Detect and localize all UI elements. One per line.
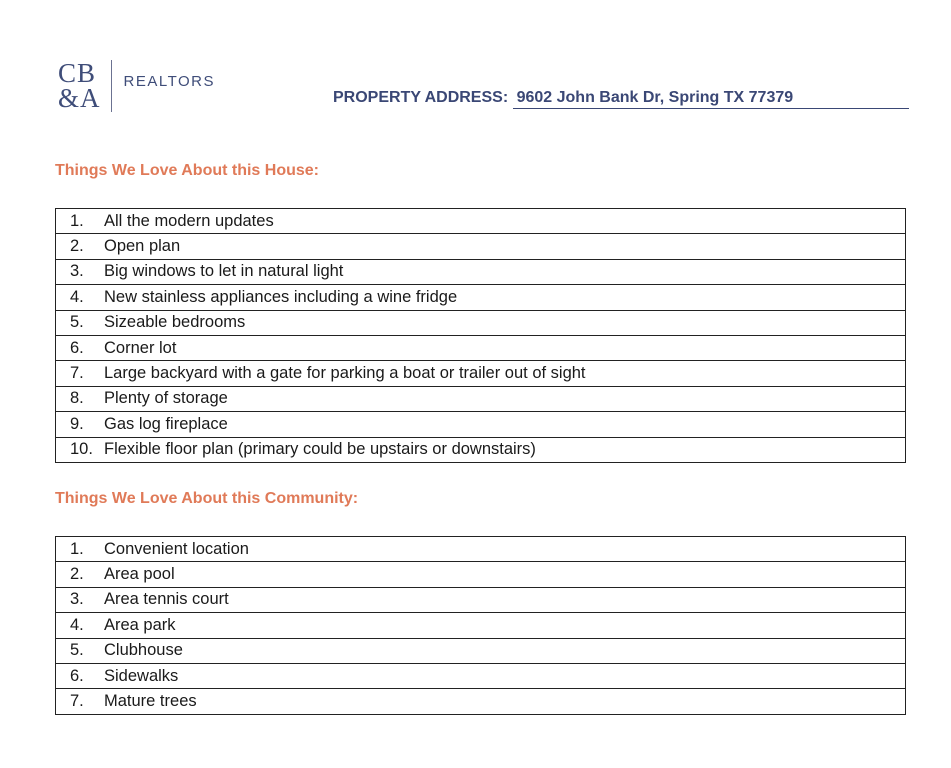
item-text: Gas log fireplace [104,414,228,433]
item-number: 8. [70,389,84,408]
item-text: Convenient location [104,539,249,558]
item-text: Corner lot [104,338,177,357]
item-number: 1. [70,211,84,230]
item-number: 2. [70,565,84,584]
property-address-label: PROPERTY ADDRESS: [333,89,509,106]
house-section-heading: Things We Love About this House: [55,162,319,179]
item-number: 4. [70,287,84,306]
list-item [56,386,906,411]
item-number: 10. [70,440,93,459]
item-text: Sidewalks [104,666,179,685]
item-text: Flexible floor plan (primary could be upstairs or downstairs) [104,440,536,459]
list-item [56,537,906,562]
property-address [333,88,909,109]
item-number: 6. [70,666,84,685]
item-text: Open plan [104,237,181,256]
item-number: 4. [70,615,84,634]
item-number: 9. [70,414,84,433]
logo-mark-line2: &A [58,83,101,113]
community-section-heading: Things We Love About this Community: [55,490,359,507]
item-text: Area park [104,615,176,634]
property-address-value: 9602 John Bank Dr, Spring TX 77379 [513,88,909,109]
house-list [55,208,906,463]
item-text: New stainless appliances including a wine fridge [104,287,458,306]
list-item [56,638,906,663]
item-number: 1. [70,539,84,558]
list-item [56,310,906,335]
list-item [56,209,906,234]
list-item [56,412,906,437]
list-item [56,234,906,259]
logo-divider [111,60,112,112]
item-number: 3. [70,262,84,281]
logo-mark-line1: CB [58,58,97,88]
item-text: Clubhouse [104,641,183,660]
item-text: All the modern updates [104,211,274,230]
item-number: 3. [70,590,84,609]
item-text: Area tennis court [104,590,229,609]
list-item [56,335,906,360]
company-logo [58,60,215,112]
item-number: 2. [70,237,84,256]
list-item [56,562,906,587]
item-text: Area pool [104,565,175,584]
item-text: Mature trees [104,692,197,711]
list-item [56,361,906,386]
logo-text: REALTORS [123,72,215,90]
item-number: 7. [70,364,84,383]
list-item [56,613,906,638]
item-number: 6. [70,338,84,357]
item-text: Plenty of storage [104,389,228,408]
item-number: 7. [70,692,84,711]
item-text: Sizeable bedrooms [104,313,246,332]
item-number: 5. [70,641,84,660]
item-text: Large backyard with a gate for parking a boat or trailer out of sight [104,364,586,383]
item-text: Big windows to let in natural light [104,262,344,281]
logo-mark [58,58,101,113]
list-item [56,285,906,310]
list-item [56,663,906,688]
list-item [56,259,906,284]
list-item [56,587,906,612]
list-item [56,689,906,714]
community-list [55,536,906,715]
item-number: 5. [70,313,84,332]
list-item [56,437,906,462]
